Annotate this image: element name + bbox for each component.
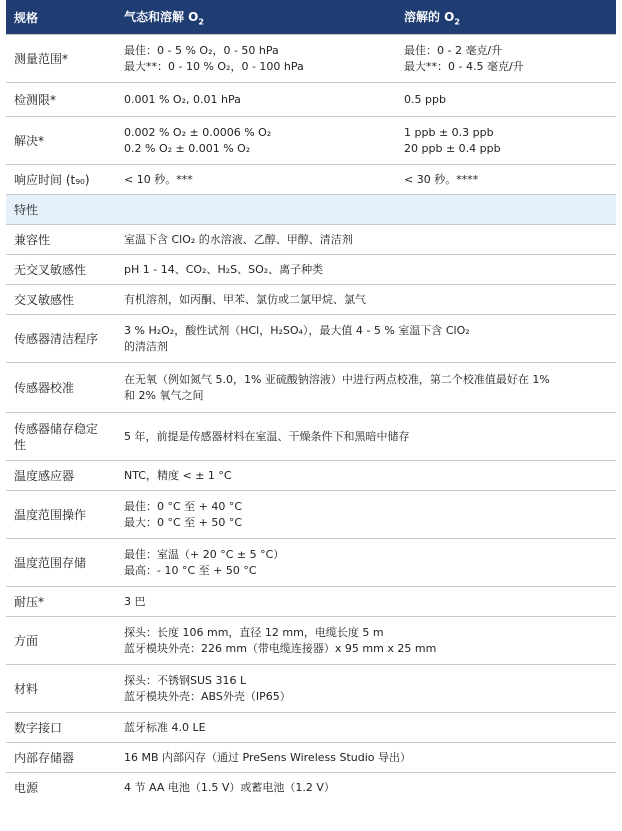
feature-value: 最佳：室温（+ 20 °C ± 5 °C） 最高：- 10 °C 至 + 50 °C	[116, 539, 616, 587]
feature-label: 方面	[6, 617, 116, 665]
feature-row	[6, 285, 616, 315]
feature-value: 探头：不锈钢SUS 316 L 蓝牙模块外壳：ABS外壳（IP65）	[116, 665, 616, 713]
feature-label: 无交叉敏感性	[6, 255, 116, 285]
feature-value: 3 巴	[116, 587, 616, 617]
feature-row	[6, 491, 616, 539]
feature-value: 有机溶剂，如丙酮、甲苯、氯仿或二氯甲烷、氯气	[116, 285, 616, 315]
feature-value: 16 MB 内部闪存（通过 PreSens Wireless Studio 导出）	[116, 743, 616, 773]
gas-value: 0.001 % O₂, 0.01 hPa	[116, 83, 396, 117]
feature-label: 电源	[6, 773, 116, 803]
feature-row	[6, 539, 616, 587]
spec-row	[6, 35, 616, 83]
feature-label: 温度范围操作	[6, 491, 116, 539]
feature-row	[6, 665, 616, 713]
row-label: 检测限*	[6, 83, 116, 117]
feature-label: 数字接口	[6, 713, 116, 743]
feature-value: 蓝牙标准 4.0 LE	[116, 713, 616, 743]
spec-row	[6, 165, 616, 195]
feature-row	[6, 773, 616, 803]
feature-row	[6, 587, 616, 617]
feature-value: NTC，精度 < ± 1 °C	[116, 461, 616, 491]
feature-row	[6, 617, 616, 665]
feature-row	[6, 461, 616, 491]
header-row	[6, 0, 616, 35]
feature-value: 最佳：0 °C 至 + 40 °C 最大：0 °C 至 + 50 °C	[116, 491, 616, 539]
feature-row	[6, 363, 616, 413]
feature-row	[6, 413, 616, 461]
spec-row	[6, 117, 616, 165]
dissolved-value: 0.5 ppb	[396, 83, 616, 117]
header-dissolved: 溶解的 $O_2$	[396, 0, 616, 35]
dissolved-value: 1 ppb ± 0.3 ppb 20 ppb ± 0.4 ppb	[396, 117, 616, 165]
header-gas-dissolved: 气态和溶解 $O_2$	[116, 0, 396, 35]
feature-value: 在无氧（例如氮气 5.0，1% 亚硫酸钠溶液）中进行两点校准，第二个校准值最好在 1% 和 2% 氧气之间	[116, 363, 616, 413]
feature-label: 交叉敏感性	[6, 285, 116, 315]
spec-row	[6, 83, 616, 117]
feature-value: 室温下含 ClO₂ 的水溶液、乙醇、甲醇、清洁剂	[116, 225, 616, 255]
row-label: 解决*	[6, 117, 116, 165]
feature-label: 材料	[6, 665, 116, 713]
feature-label: 传感器清洁程序	[6, 315, 116, 363]
feature-row	[6, 743, 616, 773]
feature-row	[6, 315, 616, 363]
feature-label: 温度感应器	[6, 461, 116, 491]
feature-label: 传感器储存稳定性	[6, 413, 116, 461]
feature-value: 探头：长度 106 mm，直径 12 mm，电缆长度 5 m 蓝牙模块外壳：226 mm（带电缆连接器）x 95 mm x 25 mm	[116, 617, 616, 665]
feature-label: 内部存储器	[6, 743, 116, 773]
row-label: 测量范围*	[6, 35, 116, 83]
feature-value: 4 节 AA 电池（1.5 V）或蓄电池（1.2 V）	[116, 773, 616, 803]
section-row	[6, 195, 616, 225]
feature-value: pH 1 - 14、CO₂、H₂S、SO₂、离子种类	[116, 255, 616, 285]
feature-label: 温度范围存储	[6, 539, 116, 587]
section-title: 特性	[6, 195, 616, 225]
feature-row	[6, 255, 616, 285]
feature-label: 兼容性	[6, 225, 116, 255]
gas-value: 0.002 % O₂ ± 0.0006 % O₂ 0.2 % O₂ ± 0.001 % O₂	[116, 117, 396, 165]
feature-label: 耐压*	[6, 587, 116, 617]
gas-value: < 10 秒。***	[116, 165, 396, 195]
dissolved-value: 最佳：0 - 2 毫克/升 最大**：0 - 4.5 毫克/升	[396, 35, 616, 83]
row-label: 响应时间 (t₉₀)	[6, 165, 116, 195]
dissolved-value: < 30 秒。****	[396, 165, 616, 195]
spec-page	[6, 0, 616, 831]
header-spec: 规格	[6, 0, 116, 35]
feature-value: 3 % H₂O₂，酸性试剂（HCl，H₂SO₄），最大值 4 - 5 % 室温下含 ClO₂ 的清洁剂	[116, 315, 616, 363]
spec-table	[6, 0, 616, 803]
feature-value: 5 年，前提是传感器材料在室温、干燥条件下和黑暗中储存	[116, 413, 616, 461]
feature-row	[6, 225, 616, 255]
feature-label: 传感器校准	[6, 363, 116, 413]
gas-value: 最佳：0 - 5 % O₂，0 - 50 hPa 最大**：0 - 10 % O₂，0 - 100 hPa	[116, 35, 396, 83]
feature-row	[6, 713, 616, 743]
